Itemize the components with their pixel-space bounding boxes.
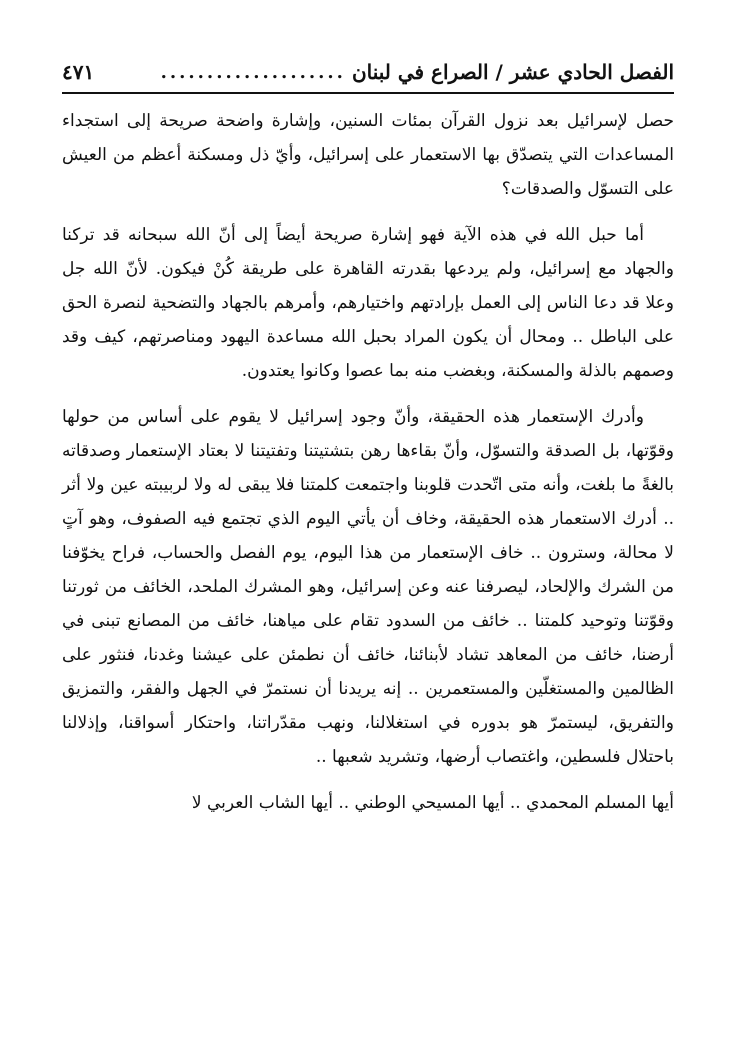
paragraph-2: أما حبل الله في هذه الآية فهو إشارة صريحة أيضاً إلى أنّ الله سبحانه قد تركنا والجهاد مع إسرائيل، ولم يردعها بقدرته القاهرة على طريقة كُنْ فيكون. لأنّ الله جل وعلا قد دعا الناس إلى العمل بإرادتهم واختيارهم، وأمرهم بالجهاد والتضحية لنصرة الحق على الباطل .. ومحال أن يكون المراد بحبل الله مساعدة اليهود ومناصرتهم، كيف وقد وصمهم بالذلة والمسكنة، وبغضب منه بما عصوا وكانوا يعتدون. [62,225,674,381]
page-body [62,104,674,820]
book-page [62,52,674,1043]
header-leader-dots: .................... [160,61,346,83]
paragraph-3: وأدرك الإستعمار هذه الحقيقة، وأنّ وجود إسرائيل لا يقوم على أساس من حولها وقوّتها، بل الصدقة والتسوّل، وأنّ بقاءها رهن بتشتيتنا وتفتيتنا لا بعتاد الإستعمار وصدقاته بالغةً ما بلغت، وأنه متى اتّحدت قلوبنا واجتمعت كلمتنا فلا يبقى له ولا لربيبته عين ولا أثر .. أدرك الاستعمار هذه الحقيقة، وخاف أن يأتي اليوم الذي تجتمع فيه الصفوف، وهو آتٍ لا محالة، وسترون .. خاف الإستعمار من هذا اليوم، يوم الفصل والحساب، فراح يخوّفنا من الشرك والإلحاد، ليصرفنا عنه وعن إسرائيل، وهو المشرك الملحد، الخائف من ثورتنا وقوّتنا وتوحيد كلمتنا .. خائف من السدود تقام على مياهنا، خائف من المصانع تبنى في أرضنا، خائف من المعاهد تشاد لأبنائنا، خائف أن نطمئن على عيشنا وغدنا، فنثور على الظالمين والمستغلّين والمستعمرين .. إنه يريدنا أن نستمرّ في الجهل والفقر، والتمزيق والتفريق، ليستمرّ هو بدوره في استغلالنا، ونهب مقدّراتنا، واحتكار أسواقنا، وإذلالنا باحتلال فلسطين، واغتصاب أرضها، وتشريد شعبها .. [62,407,674,767]
running-header [62,52,674,94]
page-number: ٤٧١ [62,60,95,84]
chapter-title: الفصل الحادي عشر / الصراع في لبنان [351,60,674,84]
paragraph-1: حصل لإسرائيل بعد نزول القرآن بمئات السنين، وإشارة واضحة صريحة إلى استجداء المساعدات التي يتصدّق بها الاستعمار على إسرائيل، وأيّ ذل ومسكنة أعظم من العيش على التسوّل والصدقات؟ [62,111,674,199]
paragraph-4: أيها المسلم المحمدي .. أيها المسيحي الوطني .. أيها الشاب العربي لا [191,793,674,813]
